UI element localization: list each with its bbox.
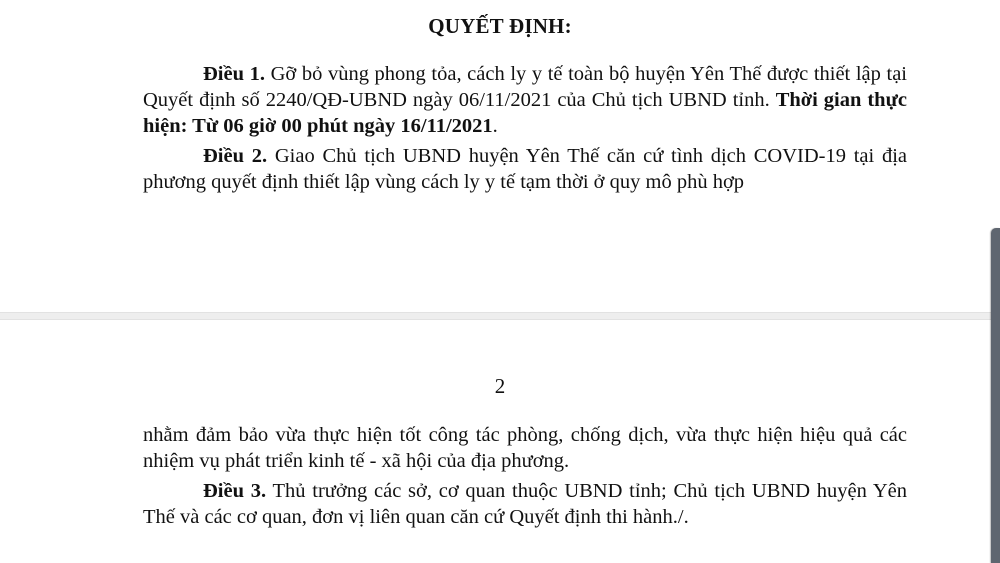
article-1-end: .: [492, 115, 498, 137]
article-2-text: Giao Chủ tịch UBND huyện Yên Thế căn cứ tình dịch COVID-19 tại địa phương quyết định thiết lập vùng cách ly y tế tạm thời ở quy mô phù hợp: [143, 145, 907, 193]
page-number: 2: [494, 374, 506, 398]
article-2-label: Điều 2.: [203, 145, 268, 167]
article-3: [143, 478, 907, 530]
article-3-label: Điều 3.: [203, 480, 267, 502]
article-1-effective-time: Thời gian thực hiện: Từ 06 giờ 00 phút ngày 16/11/2021: [143, 89, 907, 137]
article-3-text: Thủ trưởng các sở, cơ quan thuộc UBND tỉnh; Chủ tịch UBND huyện Yên Thế và các cơ quan, đơn vị liên quan căn cứ Quyết định thi hành./.: [143, 480, 907, 528]
article-2: [143, 143, 907, 195]
page-2-body: [143, 422, 907, 530]
article-1-text: Gỡ bỏ vùng phong tỏa, cách ly y tế toàn bộ huyện Yên Thế được thiết lập tại Quyết định số 2240/QĐ-UBND ngày 06/11/2021 của Chủ tịch UBND tỉnh.: [143, 63, 907, 111]
article-1: [143, 61, 907, 139]
page-separator: [0, 312, 1000, 320]
article-1-label: Điều 1.: [203, 63, 265, 85]
decision-heading: QUYẾT ĐỊNH:: [428, 14, 572, 38]
article-2-continuation: nhằm đảm bảo vừa thực hiện tốt công tác phòng, chống dịch, vừa thực hiện hiệu quả các nhiệm vụ phát triển kinh tế - xã hội của địa phương.: [143, 424, 907, 472]
scrollbar-thumb[interactable]: [991, 228, 1000, 563]
page-1-body: [143, 61, 907, 195]
page-2: [0, 320, 1000, 563]
